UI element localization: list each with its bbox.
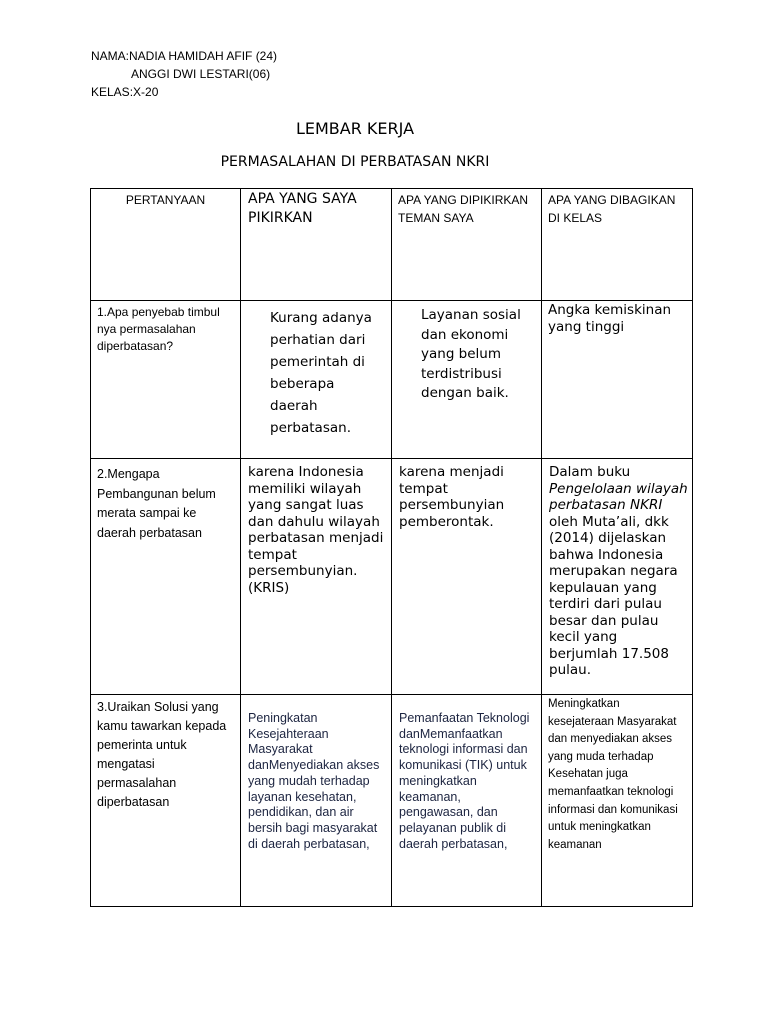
worksheet-title: LEMBAR KERJA [295,119,415,138]
column-header-my-thoughts: APA YANG SAYA PIKIRKAN [248,191,357,226]
answer-2-friend: karena menjadi tempat persembunyian pemberontak. [399,464,505,530]
header-cell [91,189,241,301]
student-name: NAMA:NADIA HAMIDAH AFIF (24) [91,49,278,63]
answer-2-mine: karena Indonesia memiliki wilayah yang sangat luas dan dahulu wilayah perbatasan menjadi tempat persembunyian. (KRIS) [248,464,384,596]
worksheet-table [90,188,693,907]
table-row [91,695,693,907]
table-header-row [91,189,693,301]
table-cell [91,459,241,695]
table-cell [91,301,241,459]
table-cell [542,301,693,459]
question-2: 2.Mengapa Pembangunan belum merata sampai ke daerah perbatasan [97,467,216,540]
table-cell [392,301,542,459]
answer-1-mine: Kurang adanya perhatian dari pemerintah di beberapa daerah perbatasan. [270,310,372,436]
table-cell [91,695,241,907]
header-cell [392,189,542,301]
table-cell [542,459,693,695]
table-cell [241,459,392,695]
worksheet-subtitle: PERMASALAHAN DI PERBATASAN NKRI [220,154,490,170]
answer-2-class-suffix: oleh Muta’ali, dkk (2014) dijelaskan bahwa Indonesia merupakan negara kepulauan yang terdiri dari pulau besar dan pulau kecil yang berjumlah 17.508 pulau. [549,513,678,678]
column-header-question: PERTANYAAN [125,193,206,207]
table-cell [392,459,542,695]
answer-1-class: Angka kemiskinan yang tinggi [548,302,672,335]
answer-2-class [542,459,692,679]
answer-3-friend: Pemanfaatan Teknologi danMemanfaatkan teknologi informasi dan komunikasi (TIK) untuk meningkatkan keamanan, pengawasan, dan pelayanan publik di daerah perbatasan, [399,711,530,851]
header-cell [542,189,693,301]
question-1: 1.Apa penyebab timbul nya permasalahan diperbatasan? [97,305,220,353]
student-name-2: ANGGI DWI LESTARI(06) [131,67,271,81]
table-cell [392,695,542,907]
table-cell [241,301,392,459]
question-3: 3.Uraikan Solusi yang kamu tawarkan kepada pemerinta untuk mengatasi permasalahan diperbatasan [97,700,227,809]
answer-3-mine: Peningkatan Kesejahteraan Masyarakat danMenyediakan akses yang mudah terhadap layanan kesehatan, pendidikan, dan air bersih bagi masyarakat di daerah perbatasan, [248,711,380,851]
class-label: KELAS:X-20 [91,85,159,99]
answer-1-friend: Layanan sosial dan ekonomi yang belum terdistribusi dengan baik. [421,307,521,401]
book-title: Pengelolaan wilayah perbatasan NKRI [549,480,688,513]
answer-2-class-prefix: Dalam buku [549,464,631,480]
column-header-class-shared: APA YANG DIBAGIKAN DI KELAS [548,193,676,225]
header-cell [241,189,392,301]
table-row [91,301,693,459]
answer-3-class: Meningkatkan kesejateraan Masyarakat dan menyediakan akses yang muda terhadap Kesehatan juga memanfaatkan teknologi informasi dan komunikasi untuk meningkatkan keamanan [548,698,678,851]
table-cell [241,695,392,907]
table-row [91,459,693,695]
table-cell [542,695,693,907]
column-header-friend-thoughts: APA YANG DIPIKIRKAN TEMAN SAYA [398,193,529,225]
